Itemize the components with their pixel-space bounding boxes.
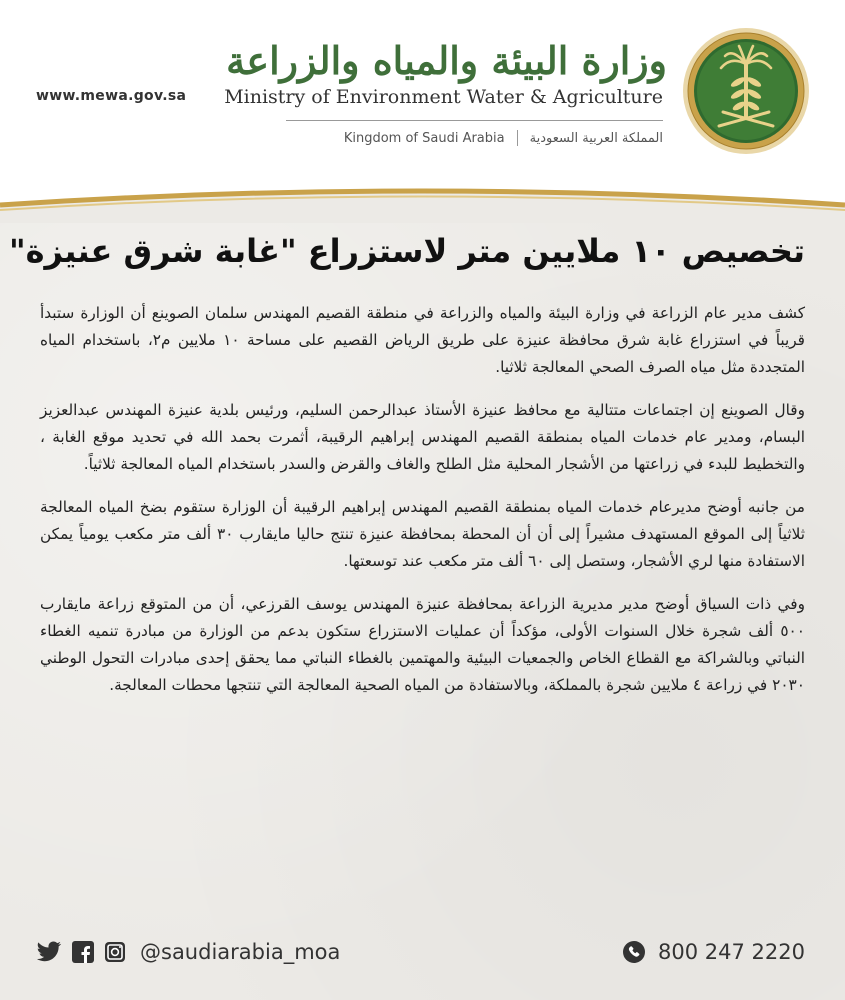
instagram-icon[interactable] [104, 941, 126, 963]
kingdom-english: Kingdom of Saudi Arabia [343, 130, 505, 146]
social-links [36, 940, 340, 964]
twitter-icon[interactable] [36, 941, 62, 963]
article-body [40, 300, 805, 715]
kingdom-line [344, 128, 663, 148]
phone-icon [622, 940, 646, 964]
ministry-name-arabic: وزارة البيئة والمياه والزراعة [226, 38, 667, 83]
facebook-icon[interactable] [72, 941, 94, 963]
ministry-name-english: Ministry of Environment Water & Agriculture [224, 86, 663, 108]
paragraph-3: من جانبه أوضح مديرعام خدمات المياه بمنطقة القصيم المهندس إبراهيم الرقيبة أن الوزارة ستقوم بضخ المياه المعالجة ثلاثياً إلى الموقع المستهدف مشيراً إلى أن أن المحطة بمحافظة عنيزة تنتج حاليا مايقارب ٣٠ ألف متر مكعب يومياً يمكن الاستفادة منها لري الأشجار، وستصل إلى ٦٠ ألف متر مكعب عند توسعتها. [40, 498, 805, 570]
gold-wave-divider [0, 183, 845, 223]
phone-contact [622, 940, 805, 964]
kingdom-separator [517, 130, 518, 146]
website-link[interactable]: www.mewa.gov.sa [36, 88, 187, 104]
paragraph-1: كشف مدير عام الزراعة في وزارة البيئة والمياه والزراعة في منطقة القصيم المهندس سلمان الصوينع أن الوزارة ستبدأ قريباً في استزراع غابة شرق محافظة عنيزة على طريق الرياض القصيم على مساحة ١٠ ملايين م٢، باستخدام المياه المتجددة مثل مياه الصرف الصحي المعالجة ثلاثيا. [40, 304, 805, 376]
headline: تخصيص ١٠ ملايين متر لاستزراع "غابة شرق عنيزة" [8, 232, 805, 270]
phone-number[interactable]: 800 247 2220 [658, 940, 805, 964]
header [0, 0, 845, 195]
paragraph-4: وفي ذات السياق أوضح مدير مديرية الزراعة بمحافظة عنيزة المهندس يوسف القرزعي، أن من المتوقع زراعة مايقارب ٥٠٠ ألف شجرة خلال السنوات الأولى، مؤكداً أن عمليات الاستزراع ستكون بدعم من الوزارة من مبادرة تنميه الغطاء النباتي وبالشراكة مع القطاع الخاص والجمعيات البيئية والمهتمين بالغطاء النباتي مما يحقق إحدى مبادرات التحول الوطني ٢٠٣٠ في زراعة ٤ ملايين شجرة بالمملكة، وبالاستفادة من المياه الصحية المعالجة التي تنتجها محطات المعالجة. [40, 595, 805, 694]
ministry-emblem-icon [681, 26, 811, 156]
kingdom-arabic: المملكة العربية السعودية [529, 130, 663, 146]
footer [0, 936, 845, 980]
social-handle[interactable]: @saudiarabia_moa [140, 940, 341, 964]
paragraph-2: وقال الصوينع إن اجتماعات متتالية مع محافظ عنيزة الأستاذ عبدالرحمن السليم، ورئيس بلدية عنيزة المهندس عبدالعزيز البسام، ومدير عام خدمات المياه بمنطقة القصيم المهندس إبراهيم الرقيبة، أثمرت بحمد الله في تحديد موقع الغابة ، والتخطيط للبدء في زراعتها من الأشجار المحلية مثل الطلح والغاف والقرض والسدر باستخدام المياه المعالجة ثلاثياً. [40, 401, 805, 473]
header-divider [286, 120, 663, 121]
